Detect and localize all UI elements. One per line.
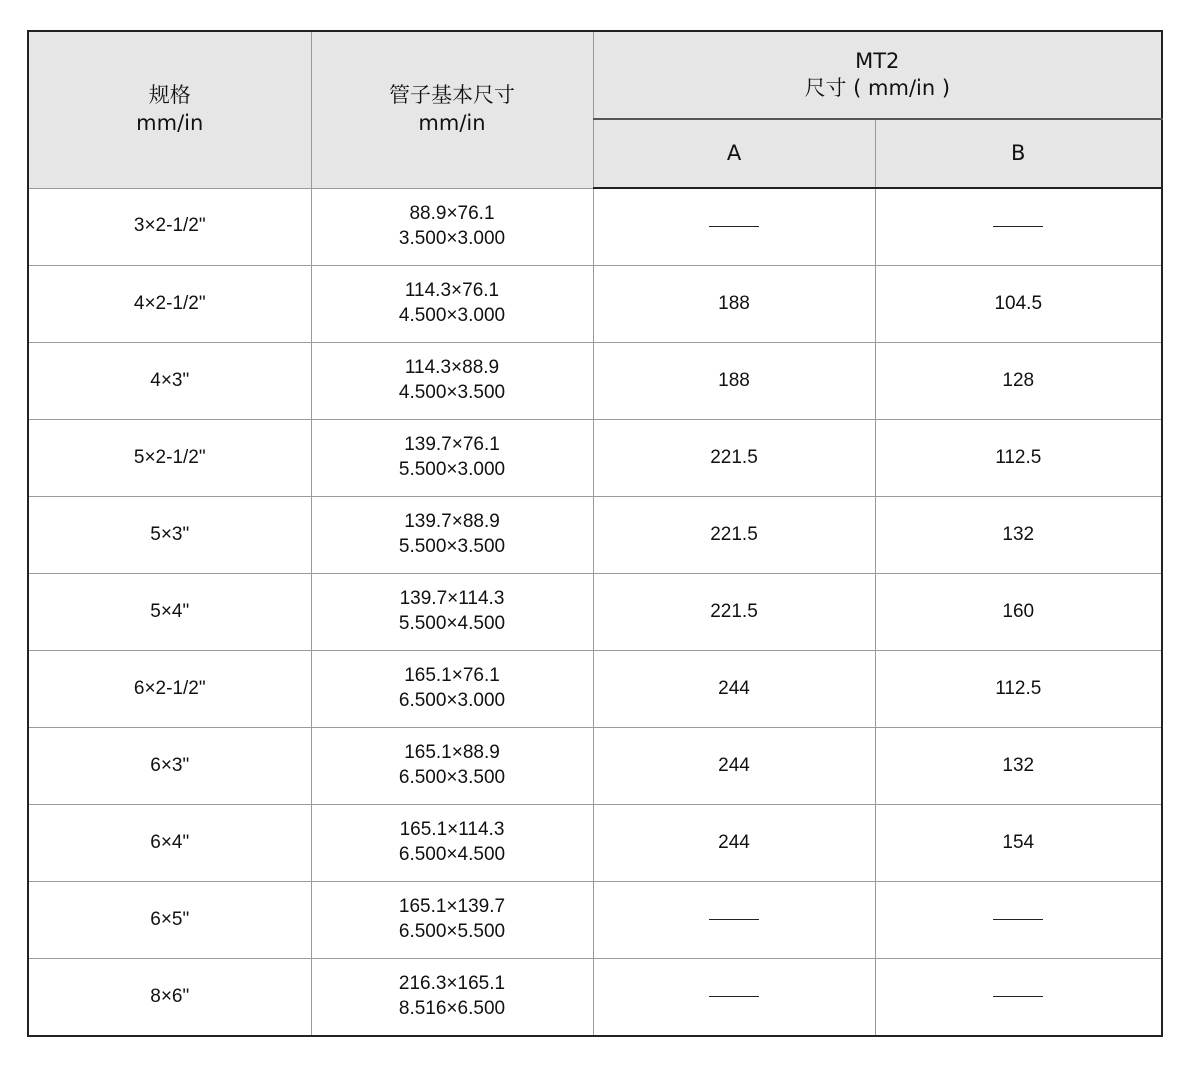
header-col-b: B <box>875 119 1162 188</box>
header-spec-unit: mm/in <box>136 110 204 135</box>
table-row <box>28 651 1162 728</box>
value-a: 221.5 <box>710 600 758 622</box>
header-col-a: A <box>593 119 875 188</box>
pipe-size-mm: 139.7×88.9 <box>404 511 500 533</box>
cell-spec: 6×4" <box>28 805 311 882</box>
value-b: 112.5 <box>995 677 1042 699</box>
cell-pipe-size <box>311 420 593 497</box>
header-spec <box>28 31 311 188</box>
table-row <box>28 882 1162 959</box>
header-mt2-group <box>593 31 1162 119</box>
cell-a <box>593 497 875 574</box>
table-row <box>28 574 1162 651</box>
value-a: 244 <box>718 677 750 699</box>
cell-a <box>593 420 875 497</box>
cell-b <box>875 420 1162 497</box>
pipe-size-in: 6.500×3.500 <box>398 767 506 788</box>
cell-b <box>875 959 1162 1037</box>
cell-a <box>593 882 875 959</box>
value-b: 160 <box>1002 600 1035 622</box>
cell-spec: 4×3" <box>28 343 311 420</box>
value-b: 112.5 <box>995 446 1042 468</box>
pipe-size-in: 6.500×3.000 <box>398 690 506 711</box>
table-row <box>28 266 1162 343</box>
cell-pipe-size <box>311 728 593 805</box>
pipe-size-in: 5.500×3.000 <box>398 459 506 480</box>
table-row <box>28 728 1162 805</box>
cell-spec: 3×2-1/2" <box>28 188 311 266</box>
cell-pipe-size <box>311 882 593 959</box>
value-a <box>709 996 759 997</box>
cell-pipe-size <box>311 343 593 420</box>
header-mt2-subtitle: 尺寸 ( mm/in ) <box>804 76 951 100</box>
cell-spec: 5×3" <box>28 497 311 574</box>
pipe-size-mm: 88.9×76.1 <box>409 203 495 225</box>
cell-spec: 6×3" <box>28 728 311 805</box>
value-b: 104.5 <box>994 292 1043 314</box>
cell-a <box>593 574 875 651</box>
cell-spec: 6×2-1/2" <box>28 651 311 728</box>
table-row <box>28 343 1162 420</box>
cell-pipe-size <box>311 651 593 728</box>
pipe-size-mm: 114.3×76.1 <box>404 280 500 302</box>
cell-a <box>593 651 875 728</box>
spec-table <box>27 30 1163 1037</box>
pipe-size-mm: 165.1×76.1 <box>404 665 500 687</box>
header-pipe-unit: mm/in <box>418 110 486 135</box>
value-b <box>993 226 1043 227</box>
value-b: 128 <box>1002 369 1035 391</box>
pipe-size-in: 5.500×3.500 <box>398 536 506 557</box>
cell-b <box>875 497 1162 574</box>
pipe-size-in: 3.500×3.000 <box>398 227 506 249</box>
value-a: 244 <box>718 831 750 853</box>
cell-spec: 6×5" <box>28 882 311 959</box>
cell-pipe-size <box>311 188 593 266</box>
pipe-size-in: 6.500×4.500 <box>398 844 506 865</box>
cell-spec: 5×4" <box>28 574 311 651</box>
cell-a <box>593 805 875 882</box>
value-b <box>993 996 1043 997</box>
header-pipe-size <box>311 31 593 188</box>
pipe-size-mm: 139.7×114.3 <box>399 588 505 610</box>
pipe-size-mm: 165.1×114.3 <box>399 819 505 841</box>
cell-a <box>593 188 875 266</box>
pipe-size-mm: 216.3×165.1 <box>398 973 506 995</box>
pipe-size-in: 6.500×5.500 <box>398 921 506 942</box>
header-mt2-title: MT2 <box>855 48 900 73</box>
table-row <box>28 188 1162 266</box>
table-row <box>28 497 1162 574</box>
value-a: 188 <box>718 292 750 314</box>
value-a: 188 <box>718 369 750 391</box>
cell-pipe-size <box>311 266 593 343</box>
cell-a <box>593 959 875 1037</box>
cell-spec: 4×2-1/2" <box>28 266 311 343</box>
cell-a <box>593 343 875 420</box>
table-body <box>28 188 1162 1036</box>
cell-spec: 8×6" <box>28 959 311 1037</box>
table-header <box>28 31 1162 188</box>
cell-b <box>875 574 1162 651</box>
cell-b <box>875 266 1162 343</box>
value-b: 132 <box>1002 754 1035 776</box>
value-a <box>709 919 759 920</box>
pipe-size-mm: 165.1×139.7 <box>398 896 506 918</box>
pipe-size-mm: 165.1×88.9 <box>404 742 500 764</box>
cell-pipe-size <box>311 574 593 651</box>
table-row <box>28 805 1162 882</box>
cell-b <box>875 805 1162 882</box>
value-a: 244 <box>718 754 750 776</box>
cell-b <box>875 728 1162 805</box>
value-a <box>709 226 759 227</box>
value-a: 221.5 <box>710 446 758 468</box>
cell-a <box>593 266 875 343</box>
cell-spec: 5×2-1/2" <box>28 420 311 497</box>
cell-b <box>875 882 1162 959</box>
pipe-size-mm: 139.7×76.1 <box>404 434 500 456</box>
value-b <box>993 919 1043 920</box>
pipe-size-in: 5.500×4.500 <box>398 613 506 634</box>
value-a: 221.5 <box>710 523 758 545</box>
pipe-size-in: 4.500×3.500 <box>398 382 506 403</box>
cell-pipe-size <box>311 805 593 882</box>
cell-pipe-size <box>311 497 593 574</box>
header-spec-title: 规格 <box>148 83 191 108</box>
pipe-size-in: 4.500×3.000 <box>398 305 506 326</box>
table-row <box>28 420 1162 497</box>
cell-b <box>875 188 1162 266</box>
table-row <box>28 959 1162 1037</box>
cell-b <box>875 343 1162 420</box>
cell-pipe-size <box>311 959 593 1037</box>
pipe-size-mm: 114.3×88.9 <box>404 357 500 379</box>
cell-a <box>593 728 875 805</box>
cell-b <box>875 651 1162 728</box>
pipe-size-in: 8.516×6.500 <box>398 998 506 1019</box>
value-b: 132 <box>1002 523 1035 545</box>
value-b: 154 <box>1002 831 1035 853</box>
header-pipe-title: 管子基本尺寸 <box>389 83 515 108</box>
